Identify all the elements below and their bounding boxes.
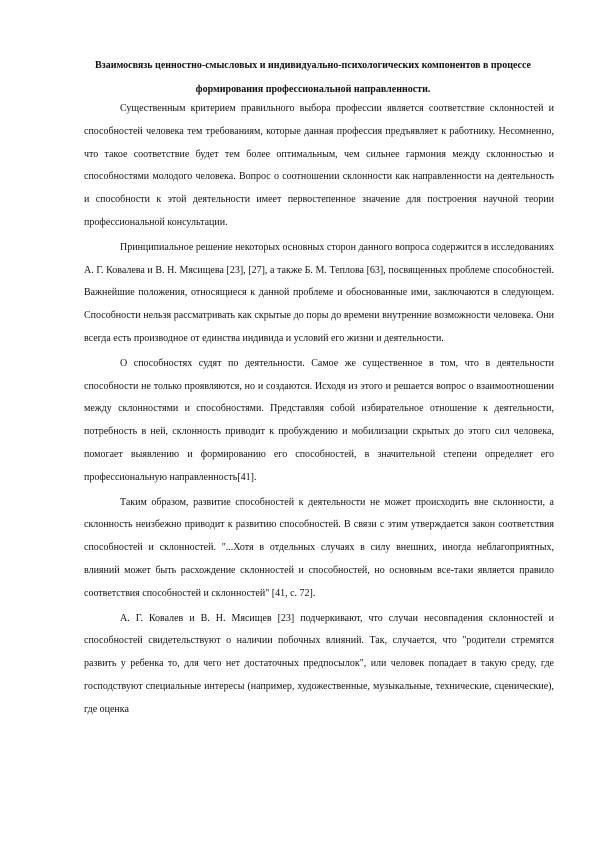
paragraph: Принципиальное решение некоторых основных сторон данного вопроса содержится в исследованиях А. Г. Ковалева и В. Н. Мясищева [23], [27], а также Б. М. Теплова [63], посвященных проблеме способностей. Важнейшие положения, относящиеся к данной проблеме и обоснованные ими, заключаются в следующем. Способности нельзя рассматривать как скрытые до поры до времени внутренние возможности человека. Они всегда есть производное от единства индивида и условий его жизни и деятельности. (84, 241, 554, 344)
document-title: Взаимосвязь ценностно-смысловых и индивидуально-психологических компонентов в процессе формирования профессиональной направленности. (95, 60, 531, 95)
paragraph: О способностях судят по деятельности. Самое же существенное в том, что в деятельности способности не только проявляются, но и создаются. Исходя из этого и решается вопрос о взаимоотношении между склонностями и способностями. Представляя собой избирательное отношение к деятельности, потребность в ней, склонность приводит к пробуждению и мобилизации скрытых до этого сил человека, помогает выявлению и формированию его способностей, в значительной степени определяет его профессиональную направленность[41]. (84, 357, 554, 483)
paragraph: Существенным критерием правильного выбора профессии является соответствие склонностей и способностей человека тем требованиям, которые данная профессия предъявляет к работнику. Несомненно, что такое соответствие будет тем более оптимальным, чем сильнее гармония между склонностью и способностями молодого человека. Вопрос о соотношении склонности как направленности на деятельность и способности к этой деятельности имеет первостепенное значение для построения научной теории профессиональной консультации. (84, 103, 554, 228)
paragraph: Таким образом, развитие способностей к деятельности не может происходить вне склонности, а склонность неизбежно приводит к развитию способностей. В связи с этим утверждается закон соответствия способностей и склонностей. "...Хотя в отдельных случаях в силу внешних, иногда неблагоприятных, влияний может быть расхождение склонностей и способностей, но основным все-таки является правило соответствия способностей и склонностей" [41, с. 72]. (84, 496, 554, 599)
paragraph: А. Г. Ковалев и В. Н. Мясищев [23] подчеркивают, что случаи несовпадения склонностей и способностей свидетельствуют о наличии побочных влияний. Так, случается, что "родители стремятся развить у ребенка то, для чего нет достаточных предпосылок", или человек попадает в такую среду, где господствуют специальные интересы (например, художественные, музыкальные, технические, сценические), где оценка (84, 612, 554, 715)
document-body (84, 98, 554, 724)
